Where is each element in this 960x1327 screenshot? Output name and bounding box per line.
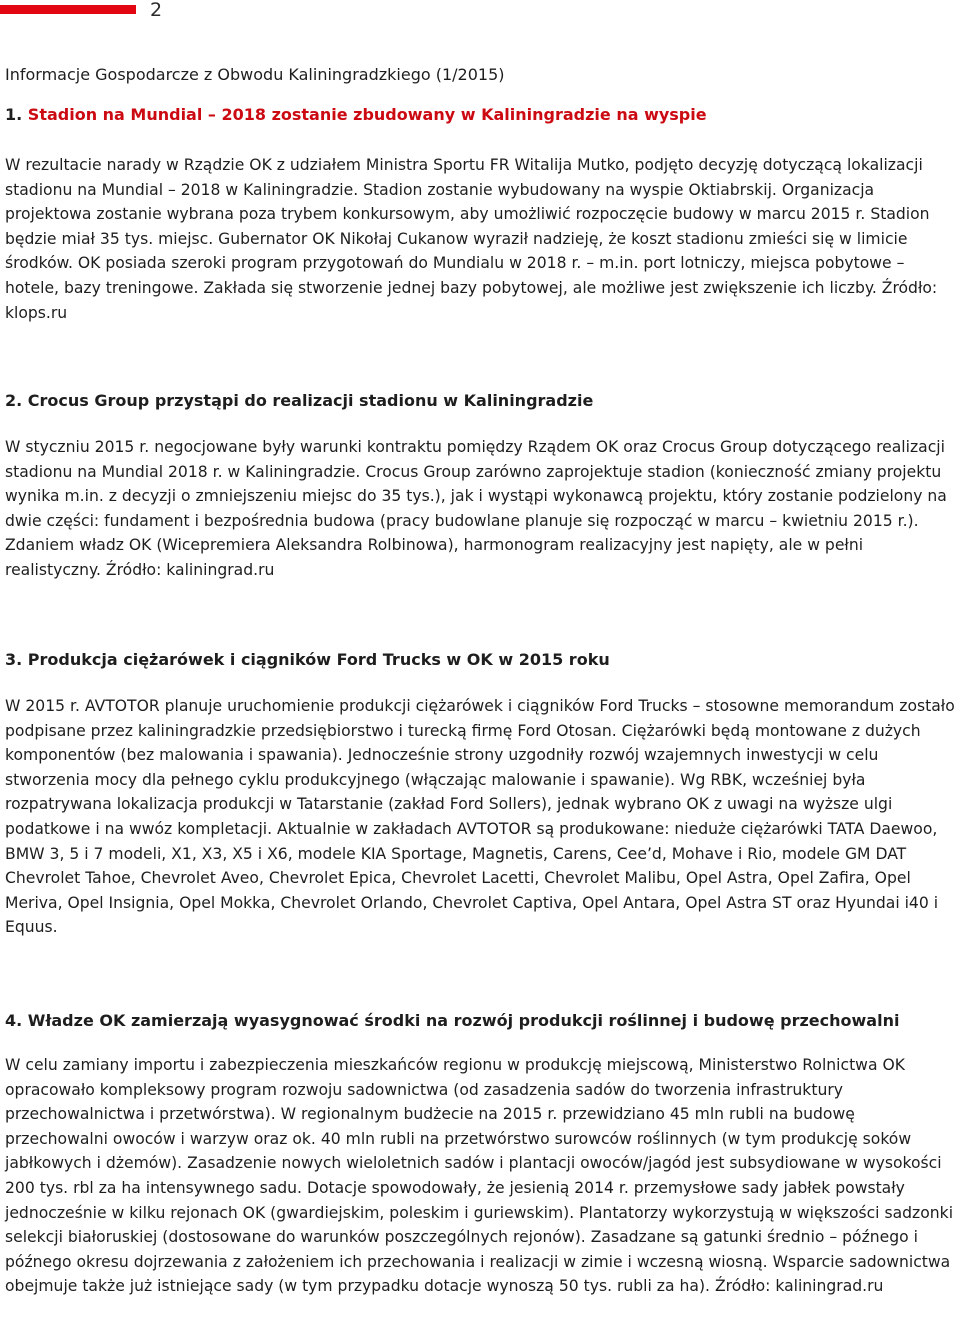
news-section-4 <box>5 1009 957 1299</box>
section-heading <box>5 648 957 672</box>
section-number: 3. <box>5 650 23 669</box>
section-heading-text: Władze OK zamierzają wyasygnować środki na rozwój produkcji roślinnej i budowę przechowalni <box>27 1011 900 1030</box>
news-section-2 <box>5 389 957 583</box>
section-heading <box>5 103 957 127</box>
news-section-3 <box>5 648 957 940</box>
section-heading <box>5 1009 957 1033</box>
section-body: W rezultacie narady w Rządzie OK z udziałem Ministra Sportu FR Witalija Mutko, podjęto decyzję dotyczącą lokalizacji stadionu na Mundial – 2018 w Kaliningradzie. Stadion zostanie wybudowany na wyspie Oktiabrskij. Organizacja projektowa zostanie wybrana poza trybem konkursowym, aby umożliwić rozpoczęcie budowy w marcu 2015 r. Stadion będzie miał 35 tys. miejsc. Gubernator OK Nikołaj Cukanow wyraził nadzieję, że koszt stadionu zmieści się w limicie środków. OK posiada szeroki program przygotowań do Mundialu w 2018 r. – m.in. port lotniczy, miejsca pobytowe – hotele, bazy treningowe. Zakłada się stworzenie jednej bazy pobytowej, ale możliwe jest zwiększenie ich liczby. Źródło: klops.ru <box>5 156 938 322</box>
section-number: 1. <box>5 105 23 124</box>
section-number: 2. <box>5 391 23 410</box>
section-body: W styczniu 2015 r. negocjowane były warunki kontraktu pomiędzy Rządem OK oraz Crocus Group dotyczącego realizacji stadionu na Mundial 2018 r. w Kaliningradzie. Crocus Group zarówno zaprojektuje stadion (konieczność zmiany projektu wynika m.in. z decyzji o zmniejszeniu miejsc do 35 tys.), jak i wystąpi wykonawcą projektu, który zostanie podzielony na dwie części: fundament i bezpośrednia budowa (pracy budowlane planuje się rozpocząć w marcu – kwietniu 2015 r.). Zdaniem władz OK (Wicepremiera Aleksandra Rolbinowa), harmonogram realizacyjny jest napięty, ale w pełni realistyczny. Źródło: kaliningrad.ru <box>5 438 947 579</box>
section-heading <box>5 389 957 413</box>
section-body: W celu zamiany importu i zabezpieczenia mieszkańców regionu w produkcję miejscową, Ministerstwo Rolnictwa OK opracowało kompleksowy program rozwoju sadownictwa (od zasadzenia sadów do tworzenia infrastruktury przechowalnictwa i przetwórstwa). W regionalnym budżecie na 2015 r. przewidziano 45 mln rubli na budowę przechowalni owoców i warzyw oraz ok. 40 mln rubli na przetwórstwo surowców roślinnych (w tym produkcję soków jabłkowych i dżemów). Zasadzenie nowych wieloletnich sadów i plantacji owoców/jagód jest subsydiowane w wysokości 200 tys. rbl za ha intensywnego sadu. Dotacje spowodowały, że jesienią 2014 r. przemysłowe sady jabłek powstały jednocześnie w kilku rejonach OK (gwardiejskim, poleskim i guriewskim). Plantatorzy wykorzystują w większości sadzonki selekcji białoruskiej (dostosowane do warunków poszczególnych rejonów). Zasadzane są gatunki średnio – późnego i późnego okresu dojrzewania z założeniem ich przechowania i realizacji w zimie i wczesną wiosną. Wsparcie sadownictwa obejmuje także już istniejące sady (w tym przypadku dotacje wynoszą 50 tys. rubli za ha). Źródło: kaliningrad.ru <box>5 1056 954 1296</box>
section-heading-text: Produkcja ciężarówek i ciągników Ford Trucks w OK w 2015 roku <box>27 650 610 669</box>
page-number: 2 <box>150 0 163 21</box>
section-body: W 2015 r. AVTOTOR planuje uruchomienie produkcji ciężarówek i ciągników Ford Trucks – stosowne memorandum zostało podpisane przez kaliningradzkie przedsiębiorstwo i turecką firmę Ford Otosan. Ciężarówki będą montowane z dużych komponentów (bez malowania i spawania). Jednocześnie strony uzgodniły rozwój wzajemnych inwestycji w celu stworzenia mocy dla pełnego cyklu produkcyjnego (włączając malowanie i spawanie). Wg RBK, wcześniej była rozpatrywana lokalizacja produkcji w Tatarstanie (zakład Ford Sollers), jednak wybrano OK z uwagi na wyższe ulgi podatkowe i na wwóz kompletacji. Aktualnie w zakładach AVTOTOR są produkowane: nieduże ciężarówki TATA Daewoo, BMW 3, 5 i 7 modeli, X1, X3, X5 i X6, modele KIA Sportage, Magnetis, Carens, Cee’d, Mohave i Rio, modele GM DAT Chevrolet Tahoe, Chevrolet Aveo, Chevrolet Epica, Chevrolet Lacetti, Chevrolet Malibu, Opel Astra, Opel Zafira, Opel Meriva, Opel Insignia, Opel Mokka, Chevrolet Orlando, Chevrolet Captiva, Opel Antara, Opel Astra ST oraz Hyundai i40 i Equus. <box>5 697 955 937</box>
news-section-1 <box>5 103 957 325</box>
section-heading-text: Stadion na Mundial – 2018 zostanie zbudowany w Kaliningradzie na wyspie <box>27 105 707 124</box>
header-accent-bar <box>0 5 136 14</box>
section-number: 4. <box>5 1011 23 1030</box>
section-heading-text: Crocus Group przystąpi do realizacji stadionu w Kaliningradzie <box>27 391 594 410</box>
document-title: Informacje Gospodarcze z Obwodu Kaliningradzkiego (1/2015) <box>5 65 505 84</box>
